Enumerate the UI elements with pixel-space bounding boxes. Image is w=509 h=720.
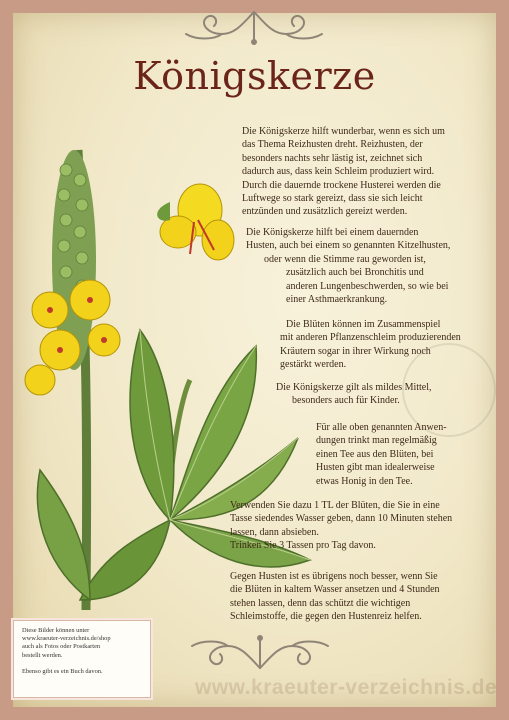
text-line: das Thema Reizhusten dreht. Reizhusten, der [242,139,423,151]
text-line: Tasse siedendes Wasser geben, dann 10 Minuten stehen [230,513,453,525]
text-line: Schleimstoffe, die gegen den Hustenreiz helfen. [230,611,422,623]
text-line: besonders nachts sehr lästig ist, zeichnet sich [242,152,423,164]
note-line: Diese Bilder können unter [22,627,90,634]
text-line: stehen lassen, denn das schützt die wichtigen [230,597,411,609]
page-title: Königskerze [133,54,376,98]
text-line: Die Blüten können im Zusammenspiel [286,319,441,330]
text-line: mit anderen Pflanzenschleim produzierenden [280,332,461,344]
text-line: gestärkt werden. [280,359,347,371]
note-line: bestellt werden. [22,651,63,659]
paragraph-tea [316,421,496,488]
order-note [13,620,151,698]
note-book-line: Ebenso gibt es ein Buch davon. [22,667,103,675]
note-link[interactable]: www.kraeuter-verzeichnis.de/shop [22,635,111,643]
text-line: Trinken Sie 3 Tassen pro Tag davon. [230,540,376,552]
text-line: Die Königskerze hilft wunderbar, wenn es sich um [242,126,445,137]
paragraph-uses [246,226,492,306]
paragraph-mild [276,381,492,408]
text-line: oder wenn die Stimme rau geworden ist, [264,253,426,265]
text-line: Luftwege so stark gereizt, dass sie sich leicht [242,193,423,205]
text-line: etwas Honig in den Tee. [316,475,413,487]
text-line: Kräutern sogar in ihrer Wirkung noch [280,345,431,357]
paragraph-blossoms [280,318,492,372]
flourish-ornament-top [0,4,509,48]
text-line: Durch die dauernde trockene Husterei werden die [242,179,441,191]
text-line: Für alle oben genannten Anwen- [316,422,447,433]
text-line: die Blüten in kaltem Wasser ansetzen und 4 Stunden [230,584,440,596]
text-line: anderen Lungenbeschwerden, so wie bei [286,280,449,292]
paragraph-intro [242,125,492,219]
text-line: Husten gibt man idealerweise [316,462,435,474]
text-line: entzünden und zusätzlich gereizt werden. [242,206,408,218]
flourish-ornament-bottom [110,632,410,676]
text-line: lassen, dann absieben. [230,526,319,538]
text-line: Verwenden Sie dazu 1 TL der Blüten, die Sie in eine [230,500,440,511]
note-line: auch als Fotos oder Postkarten [22,643,101,651]
text-line: Gegen Husten ist es übrigens noch besser, wenn Sie [230,571,438,582]
watermark: www.kraeuter-verzeichnis.de [195,676,498,699]
text-line: dungen trinkt man regelmäßig [316,435,437,447]
text-line: Die Königskerze gilt als mildes Mittel, [276,382,432,393]
text-line: zusätzlich auch bei Bronchitis und [286,267,424,279]
paragraph-dosage [230,499,498,553]
text-line: einer Asthmaerkrankung. [286,294,388,306]
text-line: Die Königskerze hilft bei einem dauernden [246,227,419,238]
text-line: einen Tee aus den Blüten, bei [316,448,434,460]
text-line: besonders auch für Kinder. [292,395,400,407]
paragraph-cold-infusion [230,570,498,624]
text-line: dadurch aus, dass kein Schleim produziert wird. [242,166,435,178]
text-line: Husten, auch bei einem so genannten Kitzelhusten, [246,240,451,252]
